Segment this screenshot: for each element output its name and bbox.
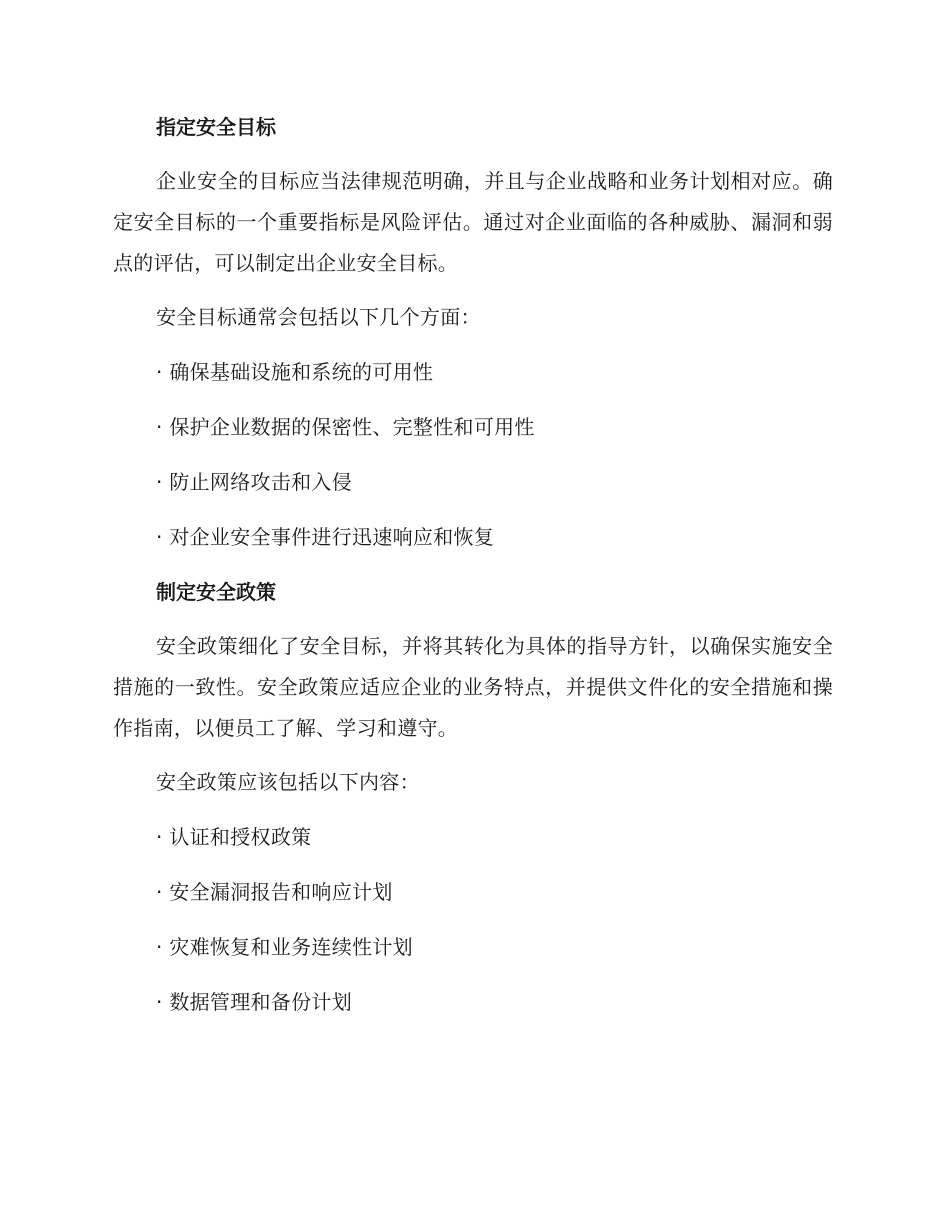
section-heading-security-policy: 制定安全政策 <box>156 580 276 604</box>
paragraph-security-goals-intro: 安全目标通常会包括以下几个方面： <box>156 305 481 329</box>
list-item: · 对企业安全事件进行迅速响应和恢复 <box>156 525 495 549</box>
paragraph-security-policy-intro: 安全政策应该包括以下内容： <box>156 770 420 794</box>
list-item: · 认证和授权政策 <box>156 825 312 849</box>
list-item: · 灾难恢复和业务连续性计划 <box>156 935 413 959</box>
section-heading-security-goals: 指定安全目标 <box>156 115 276 139</box>
list-item: · 安全漏洞报告和响应计划 <box>156 880 393 904</box>
list-item: · 数据管理和备份计划 <box>156 990 353 1014</box>
paragraph-security-policy: 安全政策细化了安全目标，并将其转化为具体的指导方针，以确保实施安全措施的一致性。安全政策应适应企业的业务特点，并提供文件化的安全措施和操作指南，以便员工了解、学习和遵守。 <box>113 634 833 740</box>
list-item: · 防止网络攻击和入侵 <box>156 470 353 494</box>
list-item: · 保护企业数据的保密性、完整性和可用性 <box>156 415 535 439</box>
paragraph-security-goals: 企业安全的目标应当法律规范明确，并且与企业战略和业务计划相对应。确定安全目标的一个重要指标是风险评估。通过对企业面临的各种威胁、漏洞和弱点的评估，可以制定出企业安全目标。 <box>113 169 833 275</box>
document-page <box>113 106 833 1036</box>
list-item: · 确保基础设施和系统的可用性 <box>156 360 434 384</box>
